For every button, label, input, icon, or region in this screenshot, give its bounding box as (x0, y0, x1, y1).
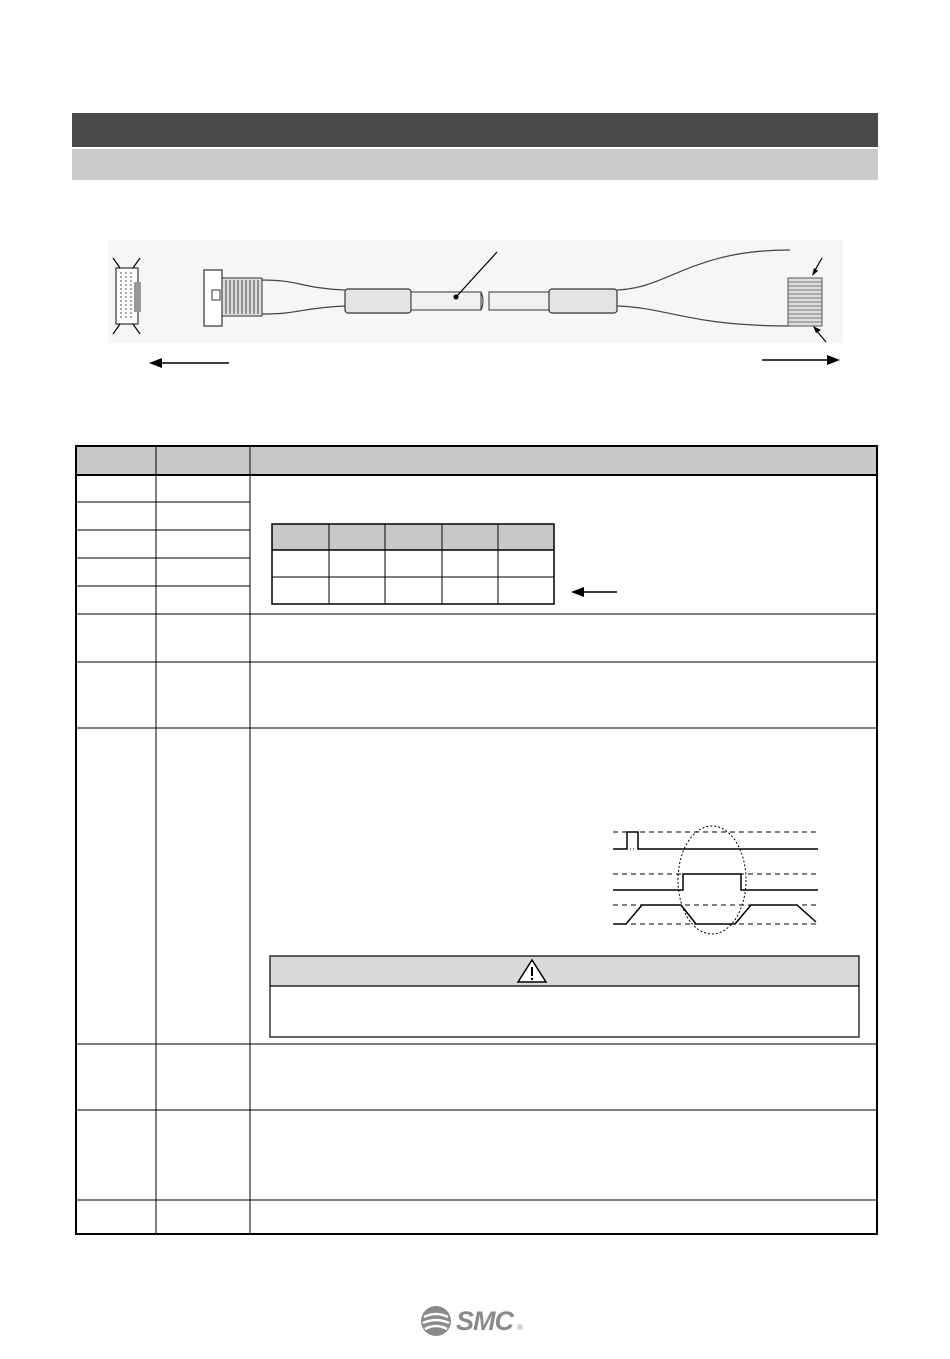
right-arrow (762, 355, 840, 365)
table-header-row (76, 446, 877, 475)
smc-logo-text: SMC (456, 1305, 513, 1336)
warning-box (270, 956, 859, 1037)
small-connector-left (113, 258, 141, 334)
smc-logo (420, 1302, 532, 1340)
cable-diagram (108, 240, 843, 368)
smc-logo-mark (420, 1305, 452, 1337)
registered-mark: ® (517, 1323, 523, 1332)
bit-pattern-table (272, 524, 554, 604)
row-pointer-arrow (571, 587, 617, 597)
signal-table (76, 446, 877, 1234)
left-arrow (149, 358, 229, 368)
timing-diagram (613, 826, 818, 934)
